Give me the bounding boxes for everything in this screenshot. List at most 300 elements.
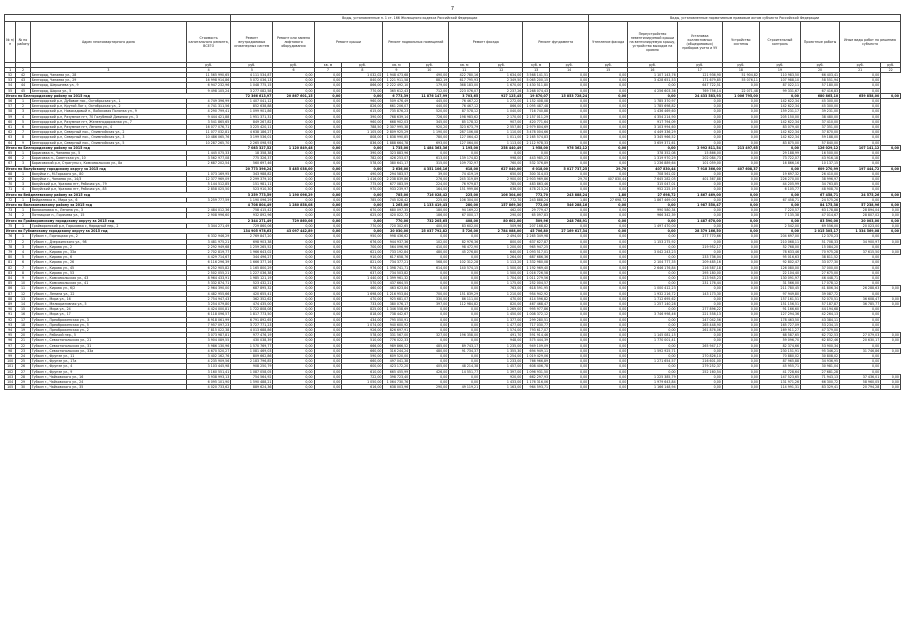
subtotal-cell: 1 006 795,00 — [722, 93, 759, 98]
unit-cell: руб. — [881, 63, 901, 68]
table-cell: 668 902,03 — [383, 119, 410, 124]
subtotal-cell: 1 195,00 — [449, 145, 480, 150]
table-cell: 1 — [16, 234, 30, 239]
address-cell: Губкин г., Мелиоративная ул., 5 — [30, 301, 186, 306]
column-number: 7 — [314, 68, 342, 73]
table-cell: 738 442,67 — [383, 312, 410, 317]
table-cell: 0,00 — [550, 275, 589, 280]
table-cell: 726,00 — [410, 114, 449, 119]
table-cell: 205 150,00 — [759, 114, 800, 119]
table-cell: 41 806,34 — [801, 286, 840, 291]
table-cell: 61 — [5, 125, 16, 130]
table-cell: 0,00 — [840, 353, 881, 358]
table-cell: 637 627,87 — [523, 239, 550, 244]
subtotal-cell: 2 344 271,49 — [231, 218, 273, 223]
table-cell: 0,00 — [722, 379, 759, 384]
table-cell: 1 888 664,78 — [383, 140, 410, 145]
subtotal-cell: 0,00 — [722, 203, 759, 208]
table-cell: 3 428 651,53 — [628, 78, 677, 83]
table-cell: 74 — [5, 213, 16, 218]
table-cell: 1 570 769,77 — [231, 343, 273, 348]
table-cell: 2 903 969,86 — [523, 177, 550, 182]
address-cell: Губкин г., Комсомольская ул., 41 — [30, 281, 186, 286]
table-cell: 2 222 492,10 — [383, 83, 410, 88]
table-cell: 676,00 — [342, 239, 383, 244]
table-cell: 147 523,65 — [759, 374, 800, 379]
subtotal-cell: 106 304,00 — [480, 192, 523, 197]
table-cell: 20 023,00 — [840, 223, 881, 228]
table-cell: 159 231,17 — [759, 109, 800, 114]
table-cell: 1 011 279,56 — [523, 275, 550, 280]
table-cell: 1 440,00 — [342, 275, 383, 280]
subtotal-cell: 11 876 147,99 — [410, 93, 449, 98]
table-cell: 57 840,00 — [801, 140, 840, 145]
address-cell: Губкин г., Комсомольская ул., 43 — [30, 275, 186, 280]
table-cell: 0,00 — [314, 244, 342, 249]
table-cell: 142 622,34 — [759, 130, 800, 135]
address-cell: Губкин г., Кирова ул., 53 — [30, 270, 186, 275]
table-cell: 0,00 — [722, 327, 759, 332]
table-cell: 1 016 726,58 — [523, 270, 550, 275]
column-number: 8 — [342, 68, 383, 73]
table-cell: 615,00 — [342, 109, 383, 114]
table-cell: 4 — [16, 114, 30, 119]
table-cell: 211 780,45 — [759, 286, 800, 291]
subtotal-label: Итого по Вейделевскому району за 2015 год — [5, 192, 231, 197]
table-cell: 717 030,77 — [523, 322, 550, 327]
table-cell: 1 050,00 — [342, 379, 383, 384]
subtotal-cell: 20 773 396,24 — [231, 166, 273, 171]
table-cell: 0,00 — [628, 275, 677, 280]
table-cell: 270 826,10 — [677, 353, 722, 358]
table-cell: 0,00 — [589, 374, 628, 379]
table-cell: 0,00 — [722, 348, 759, 353]
table-cell: 0,00 — [550, 208, 589, 213]
table-cell: 0,00 — [273, 140, 314, 145]
subtotal-cell: 0,00 — [881, 203, 901, 208]
table-cell: 976,00 — [342, 265, 383, 270]
table-cell: 0,00 — [314, 239, 342, 244]
table-cell: 0,00 — [589, 379, 628, 384]
table-cell: 0,00 — [722, 369, 759, 374]
table-cell: 4 256 603,36 — [628, 88, 677, 93]
table-cell: 0,00 — [589, 281, 628, 286]
table-cell: 0,00 — [677, 213, 722, 218]
table-cell: 30 981,04 — [801, 364, 840, 369]
page-number: 7 — [450, 6, 455, 12]
subtotal-cell: 24 575,26 — [840, 192, 881, 197]
table-cell: 83 602,00 — [449, 223, 480, 228]
table-cell: 960,00 — [342, 119, 383, 124]
col-header: № п/п — [5, 22, 16, 63]
table-cell: 0,00 — [314, 364, 342, 369]
subtotal-cell: 772,70 — [523, 192, 550, 197]
column-number: 21 — [840, 68, 881, 73]
table-cell: 3 225 420,11 — [231, 125, 273, 130]
subtotal-cell: 0,00 — [759, 145, 800, 150]
table-cell: 617 658,76 — [383, 255, 410, 260]
table-cell: 491,70 — [480, 333, 523, 338]
table-cell: 28 — [16, 374, 30, 379]
table-cell: 0,00 — [550, 125, 589, 130]
table-cell: 151 156,51 — [759, 301, 800, 306]
subtotal-cell: 197 444,72 — [840, 166, 881, 171]
table-cell: 31 566,00 — [759, 281, 800, 286]
address-cell: Пятницкое п., Горячева ул., 15 — [30, 213, 186, 218]
table-cell: 826,00 — [342, 104, 383, 109]
table-cell: 95 — [5, 333, 16, 338]
unit-cell: руб. — [628, 63, 677, 68]
table-cell: 42 264,13 — [801, 312, 840, 317]
table-cell: 1 040,00 — [480, 109, 523, 114]
table-cell: 0,00 — [628, 364, 677, 369]
table-cell: 2 502 055,21 — [187, 270, 231, 275]
table-cell: 67 458,71 — [759, 197, 800, 202]
subtotal-cell: 0,00 — [881, 93, 901, 98]
subtotal-cell: 0,00 — [342, 218, 383, 223]
table-cell: 460,00 — [342, 286, 383, 291]
table-cell: 0,00 — [314, 249, 342, 254]
table-cell: 0,00 — [722, 130, 759, 135]
table-cell: 3 541 865,65 — [187, 119, 231, 124]
table-cell: 0,00 — [722, 307, 759, 312]
table-cell: 1 264,00 — [480, 255, 523, 260]
table-cell: 0,00 — [550, 286, 589, 291]
table-cell: 1 145 081,15 — [628, 333, 677, 338]
table-cell: 0,00 — [677, 182, 722, 187]
table-cell: 3 103 445,98 — [187, 364, 231, 369]
table-cell: 3 — [16, 109, 30, 114]
table-cell: 3 254 079,80 — [187, 301, 231, 306]
table-cell: 78 — [5, 244, 16, 249]
table-cell: 0,00 — [273, 78, 314, 83]
table-cell: 89 — [5, 301, 16, 306]
subtotal-cell: 407 830,44 — [628, 166, 677, 171]
table-cell: 0,00 — [314, 369, 342, 374]
table-cell: 2 557,80 — [480, 125, 523, 130]
table-cell: 0,00 — [550, 73, 589, 78]
table-cell: 178 463,50 — [759, 317, 800, 322]
table-cell: 1 152 408,08 — [523, 99, 550, 104]
table-cell: 7 135,38 — [759, 213, 800, 218]
table-cell: 0,00 — [840, 125, 881, 130]
table-cell: 98 — [5, 348, 16, 353]
table-cell: 0,00 — [722, 135, 759, 140]
table-cell: 795 050,91 — [383, 317, 410, 322]
table-cell: 219 952,17 — [677, 244, 722, 249]
table-cell: 1 113,00 — [480, 140, 523, 145]
subtotal-cell: 0,00 — [628, 145, 677, 150]
table-cell: 1 979 643,84 — [628, 379, 677, 384]
address-cell: Губкин г., Фрунзе ул., 4 — [30, 364, 186, 369]
table-cell: 0,00 — [881, 239, 901, 244]
table-cell: 2 299 379,10 — [231, 177, 273, 182]
table-cell: 0,00 — [314, 265, 342, 270]
table-cell: 0,00 — [628, 322, 677, 327]
table-cell: 245 319,89 — [449, 177, 480, 182]
table-cell: 1 — [16, 197, 30, 202]
table-cell: 2 — [16, 177, 30, 182]
subtotal-cell: 1 133 419,43 — [410, 203, 449, 208]
table-cell: 618 591,95 — [523, 286, 550, 291]
table-cell: 933 239,97 — [383, 187, 410, 192]
table-cell: 0,00 — [410, 281, 449, 286]
subtotal-cell: 19 870,07 — [523, 93, 550, 98]
table-cell: 0,00 — [550, 260, 589, 265]
table-cell: 76 — [5, 234, 16, 239]
table-cell: 34 900,97 — [840, 239, 881, 244]
table-cell: 3 938 993,13 — [187, 374, 231, 379]
table-cell: 0,00 — [722, 114, 759, 119]
table-cell: 826 697,91 — [383, 327, 410, 332]
table-cell: 15 084,20 — [801, 244, 840, 249]
subtotal-cell: 680 865,10 — [801, 93, 840, 98]
table-cell: 708 561,02 — [628, 171, 677, 176]
table-cell: 390,00 — [342, 151, 383, 156]
table-cell: 0,00 — [314, 114, 342, 119]
table-cell: 0,00 — [314, 83, 342, 88]
unit-cell: руб. — [231, 63, 273, 68]
table-cell: 83 875,00 — [759, 140, 800, 145]
table-cell: 990 580,34 — [628, 208, 677, 213]
table-cell: 426,00 — [410, 369, 449, 374]
table-cell: 97 949,80 — [759, 291, 800, 296]
table-cell: 1 227 036,38 — [231, 270, 273, 275]
table-cell: 224,00 — [410, 182, 449, 187]
table-cell: 51 904,82 — [722, 73, 759, 78]
table-cell: 0,00 — [589, 78, 628, 83]
table-cell: 0,00 — [449, 353, 480, 358]
table-cell: 2 — [16, 213, 30, 218]
table-cell: 0,00 — [550, 104, 589, 109]
table-cell: 2 — [16, 104, 30, 109]
subtotal-cell: 20 003,00 — [840, 218, 881, 223]
subtotal-cell: 0,00 — [589, 229, 628, 234]
table-cell: 1 436 469,60 — [628, 109, 677, 114]
table-cell: 0,00 — [449, 270, 480, 275]
table-cell: 67 416,83 — [801, 88, 840, 93]
table-cell: 0,00 — [550, 296, 589, 301]
table-cell: 665 455,99 — [383, 369, 410, 374]
table-cell: 58 — [5, 109, 16, 114]
table-cell: 660,00 — [342, 348, 383, 353]
table-cell: 46 448,71 — [801, 275, 840, 280]
table-cell: 1 346 558,69 — [383, 307, 410, 312]
table-cell: 78 633,46 — [759, 249, 800, 254]
table-cell: 0,00 — [314, 73, 342, 78]
group-header-regional: Виды, установленные нормативным правовым актом субъекта Российской Федерации — [589, 15, 901, 22]
table-cell: 4 013 688,86 — [231, 327, 273, 332]
table-cell: 67 — [5, 161, 16, 166]
table-cell: 7 — [16, 265, 30, 270]
table-cell: 0,00 — [410, 353, 449, 358]
table-cell: 37 436,01 — [840, 374, 881, 379]
table-cell: 0,00 — [410, 307, 449, 312]
unit-cell: куб. м — [523, 63, 550, 68]
address-cell: Валуйский р-н, Уразово пгт, Рабочая ул., 79 — [30, 182, 186, 187]
table-cell: 0,00 — [589, 171, 628, 176]
table-cell: 38 480,00 — [801, 114, 840, 119]
table-cell: 0,00 — [314, 104, 342, 109]
table-cell: 39,00 — [410, 171, 449, 176]
table-cell: 1 450,00 — [480, 312, 523, 317]
table-cell: 0,00 — [273, 249, 314, 254]
table-cell: 0,00 — [881, 208, 901, 213]
table-cell: 1 011,00 — [480, 135, 523, 140]
table-cell: 0,00 — [840, 156, 881, 161]
table-cell: 0,00 — [881, 223, 901, 228]
table-cell: 0,00 — [677, 130, 722, 135]
table-cell: 0,00 — [722, 171, 759, 176]
table-cell: 0,00 — [314, 161, 342, 166]
table-cell: 3 345 966,52 — [628, 135, 677, 140]
table-cell: 0,00 — [589, 255, 628, 260]
table-cell: 780,00 — [410, 135, 449, 140]
table-cell: 66 403,41 — [801, 73, 840, 78]
table-cell: 112 984,82 — [449, 301, 480, 306]
table-cell: 0,00 — [677, 338, 722, 343]
table-cell: 760,00 — [480, 161, 523, 166]
table-cell: 430 038,39 — [231, 338, 273, 343]
table-cell: 0,00 — [314, 177, 342, 182]
table-cell: 590,00 — [342, 353, 383, 358]
table-cell: 207 168,82 — [523, 223, 550, 228]
table-cell: 1 355,30 — [480, 348, 523, 353]
table-cell: 27 698,72 — [589, 197, 628, 202]
table-cell: 0,00 — [273, 385, 314, 390]
table-cell: 88 — [5, 296, 16, 301]
table-cell: 0,00 — [840, 260, 881, 265]
table-cell: 1 269,00 — [480, 307, 523, 312]
table-cell: 1 932 216,72 — [628, 291, 677, 296]
table-cell: 0,00 — [449, 151, 480, 156]
table-cell: 0,00 — [677, 223, 722, 228]
table-cell: 0,00 — [881, 385, 901, 390]
table-cell: 1 712 695,62 — [628, 296, 677, 301]
table-cell: 9 — [16, 140, 30, 145]
table-cell: 11 — [16, 286, 30, 291]
table-cell: 754 564,92 — [231, 374, 273, 379]
table-cell: 67 000,17 — [449, 213, 480, 218]
col-header: Ремонт подвальных помещений — [383, 22, 449, 63]
subtotal-cell: 0,00 — [881, 192, 901, 197]
table-cell: 4 424 000,81 — [187, 307, 231, 312]
address-cell: Белгородский р-н, Разумное пгт, 70 Голубевой Дивизии ул., 3 — [30, 114, 186, 119]
table-cell: 223 076,07 — [449, 88, 480, 93]
col-header: Ремонт фасада — [449, 22, 523, 63]
table-cell: 0,00 — [449, 275, 480, 280]
subtotal-cell: 83 590,00 — [801, 218, 840, 223]
column-number: 3 — [30, 68, 186, 73]
table-cell: 99 — [5, 353, 16, 358]
table-cell: 560 697,46 — [231, 161, 273, 166]
table-cell: 3 160 551,41 — [187, 369, 231, 374]
table-cell: 378 352,08 — [628, 151, 677, 156]
table-cell: 0,00 — [840, 119, 881, 124]
table-cell: 0,00 — [273, 171, 314, 176]
table-cell: 4 741 311,56 — [187, 104, 231, 109]
table-cell: 323 883,96 — [383, 151, 410, 156]
subtotal-cell: 0,00 — [628, 203, 677, 208]
table-cell: 3 562 977,08 — [187, 156, 231, 161]
table-cell: 87 022,11 — [759, 83, 800, 88]
table-cell: 60 — [5, 119, 16, 124]
table-cell: 1 477,00 — [480, 322, 523, 327]
table-cell: 52 — [5, 73, 16, 78]
table-cell: 0,00 — [314, 151, 342, 156]
table-cell: 157 161,51 — [759, 296, 800, 301]
subtotal-cell: 248 768,91 — [550, 218, 589, 223]
table-cell: 700,00 — [410, 291, 449, 296]
table-cell: 0,00 — [410, 379, 449, 384]
address-cell: Губкин г., Дзержинского ул., 98 — [30, 239, 186, 244]
subtotal-cell: 0,00 — [881, 229, 901, 234]
table-cell: 1 497 470,00 — [628, 223, 677, 228]
table-cell: 1 107 143,76 — [628, 73, 677, 78]
table-cell: 3 659 371,61 — [628, 140, 677, 145]
table-cell: 26 — [16, 364, 30, 369]
table-cell: 0,00 — [550, 78, 589, 83]
table-cell: 0,00 — [550, 343, 589, 348]
table-cell: 0,00 — [628, 83, 677, 88]
table-cell: 0,00 — [628, 234, 677, 239]
table-cell: 12 370,23 — [801, 234, 840, 239]
table-cell: 5 — [16, 255, 30, 260]
subtotal-cell: 0,00 — [342, 229, 383, 234]
table-cell: 0,00 — [840, 234, 881, 239]
subtotal-cell: 6 773,39 — [383, 93, 410, 98]
table-cell: 0,00 — [881, 249, 901, 254]
table-cell: 0,00 — [722, 374, 759, 379]
table-cell: 230 151,91 — [759, 348, 800, 353]
table-cell: 0,00 — [273, 161, 314, 166]
table-cell: 17 078,12 — [801, 281, 840, 286]
table-cell: 0,00 — [840, 135, 881, 140]
table-cell: 0,00 — [840, 88, 881, 93]
table-cell: 1 670,00 — [480, 83, 523, 88]
table-cell: 768 639,14 — [383, 114, 410, 119]
table-cell: 77 — [5, 239, 16, 244]
unit-cell: кв. м — [449, 63, 480, 68]
table-cell: 825,00 — [342, 307, 383, 312]
table-cell: 0,00 — [550, 99, 589, 104]
table-cell: 12 377 969,09 — [187, 177, 231, 182]
table-cell: 0,00 — [314, 78, 342, 83]
subtotal-cell: 258 440,49 — [480, 145, 523, 150]
table-cell: 949 109,09 — [523, 343, 550, 348]
table-cell: 26 410,00 — [801, 171, 840, 176]
table-cell: 0,00 — [449, 359, 480, 364]
table-cell: 712,00 — [410, 88, 449, 93]
table-cell: 0,00 — [314, 270, 342, 275]
table-cell: 0,00 — [550, 353, 589, 358]
table-cell: 478 213,24 — [523, 187, 550, 192]
table-cell: 343 988,82 — [231, 171, 273, 176]
table-cell: 14 — [16, 301, 30, 306]
table-cell: 1 698,00 — [342, 291, 383, 296]
table-cell: 0,00 — [273, 343, 314, 348]
table-cell: 62 — [5, 130, 16, 135]
table-cell: 1 225 385,79 — [628, 374, 677, 379]
table-cell: 0,00 — [314, 374, 342, 379]
table-cell: 210 068,11 — [759, 239, 800, 244]
table-cell: 650,00 — [480, 171, 523, 176]
table-cell: 2 809 925,29 — [383, 130, 410, 135]
column-number: 11 — [449, 68, 480, 73]
address-cell: Борисовский р-н, Стригуны с, Комсомольская ул., 8a — [30, 161, 186, 166]
table-cell: 636,00 — [480, 187, 523, 192]
table-cell: 0,00 — [589, 83, 628, 88]
